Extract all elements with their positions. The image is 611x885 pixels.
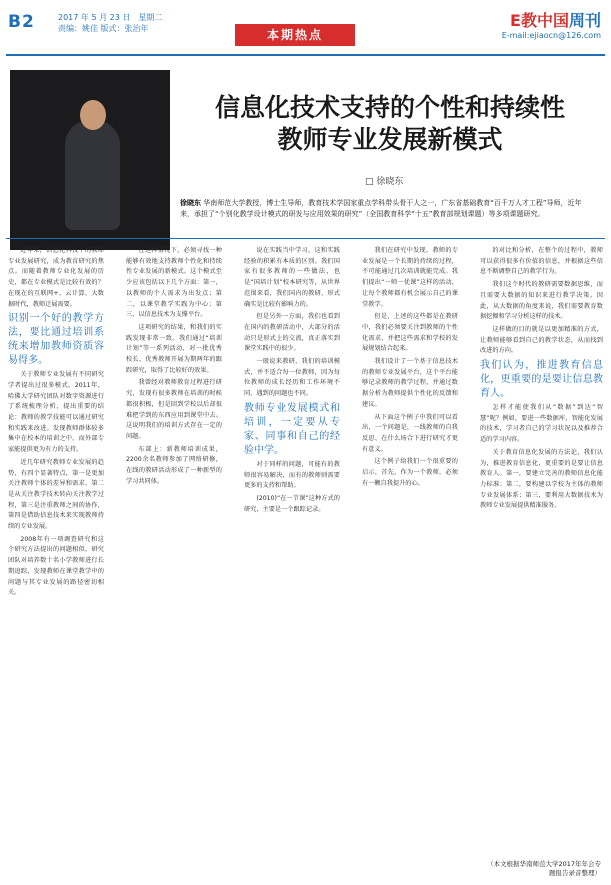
paragraph: 一般说来教研，我们的培训模式，并不适合每一位教师，因为每位教师的成长经历和工作环境不同，遇到的问题也不同。 [244,358,340,398]
paragraph: 近年来，信息化科技下的教师专业发展研究，成为教育研究的焦点。而随着教师专业化发展的历史，都在专业模式是比较有效的？在现在的互联网+、云计算、大数据时代，教师迁展需要。 [8,247,104,308]
speaker-figure [65,120,120,230]
title-line-1: 信息化技术支持的个性和持续性 [214,93,565,122]
paragraph: 2008年有一项调查研究和这个研究方法提出的问题相似，研究团队对培养数十名小学教师进行长期追踪，发现教师在课堂教学中的问题与其专业发展的路径密切相关。 [8,535,104,597]
author-bio [180,198,595,220]
paragraph: 近几年研究教师专业发展的趋势，有四个显著特点，第一是更加关注教师个体的差异和需求，第二是从关注教学技术转向关注教学过程，第三是注重教师之间的协作，第四是借助信息技术来实现教师持续的专业发展。 [8,458,104,531]
pull-quote-2: 教师专业发展模式和培训，一定要从专家、同事和自己的经验中学。 [244,402,340,456]
paragraph: 但是，上述的这些都是在教研中，我们必须要关注到教师的个性化需求，并把这些需求和学校的发展规划结合起来。 [362,313,458,353]
publication-logo [502,8,601,40]
issue-meta [58,12,162,34]
article-title [185,92,595,156]
paragraph: 这个例子给我们一个很重要的启示，首先，作为一个教师，必须有一颗自我提升的心。 [362,458,458,487]
pull-quote-1: 识别一个好的教学方法，要比通过培训系统来增加教师资质容易得多。 [8,313,104,367]
bio-text: 华南师范大学教授，博士生导师，教育技术学国家重点学科带头骨干人之一，广东省基础教育“百千万人才工程”导师，近年来，承担了“个别化教学设计模式的研发与应用效果的研究”（全国教育科学“十五”教育部规划课题）等多项课题研究。 [180,199,582,218]
paragraph: 我们设计了一个基于信息技术的教师专业发展平台，这个平台能够记录教师的教学过程，并通过数据分析为教师提供个性化的反馈和建议。 [362,358,458,408]
paragraph: (2010)“在一节课”这种方式的研究，主要是一个跟踪记录。 [244,494,340,513]
paragraph: 但是另外一方面，我们也看到在国内的教研活动中，大部分的活动只是形式上的交流，真正落实到课堂实践中的很少。 [244,313,340,353]
header-rule [6,54,605,56]
page-header [0,0,611,62]
pull-quote-3: 我们认为，推进教育信息化，更重要的是要让信息教育人。 [480,360,603,400]
paragraph: 我曾经对教师教育过程进行研究，发现有很多教师在培训的时候都很积极，但是回到学校以后却很难把学到的东西应用到课堂中去。这说明我们的培训方式存在一定的问题。 [126,379,222,440]
section-banner: 本期热点 [235,24,355,46]
logo-name: E教中国 [510,11,569,30]
editor-credits: 责编：姚佳 版式：张治年 [58,24,149,33]
paragraph: 这项研究的结果，和我们的实践发现非常一致。我们通过“培训计划”等一系列活动，对一批优秀校长、优秀教师开展为期两年的跟踪研究，取得了比较好的效果。 [126,323,222,374]
issue-date: 2017 年 5 月 23 日 星期二 [58,13,163,22]
paragraph: 在这种情况下，必须寻找一种能够有效地支持教师个性化和持续性专业发展的新模式。这个模式至少应该包括以下几个方面：第一，以教师的个人需求为出发点；第二，以课堂教学实践为中心；第三，以信息技术为支撑平台。 [126,247,222,319]
paragraph: 说在实践当中学习，这和实践经验的积累有本质的区别。我们国家有很多教师的一些做法，也是“国培计划”校本研究等，从世界范围来看，我们国内的教研、形式确实是比较有影响力的。 [244,247,340,308]
paragraph: 对于同样的问题，可能有的教师很容易解决，而有的教师则需要更多的支持和帮助。 [244,460,340,490]
text-column-5 [480,246,603,856]
bio-author-name: 徐晓东 [180,199,201,207]
paragraph: 从下面这个例子中我们可以看出，一个问题是，一线教师的自我反思、在什么场合下进行研究才更有意义。 [362,413,458,453]
paragraph: 我们这个时代的教研需要数据思维，而且需要大数据的知识来进行教学决策。因此，从大数据的角度来说，我们需要教育数据挖掘和学习分析这样的技术。 [480,281,603,321]
text-column-2 [126,246,222,871]
author-photo [10,70,170,250]
text-column-3 [244,246,340,871]
paragraph: 我们在研究中发现，教师的专业发展是一个长期的持续的过程，不可能通过几次培训就能完成。我们提出“一师一优课”这样的活动，让每个教师都有机会展示自己的课堂教学。 [362,247,458,308]
paragraph: 东部上：新教师培训成果，2200余名教师参加了网络研修，在线的教研活动形成了一种新型的学习共同体。 [126,445,222,485]
paragraph: 这样做的目的就是以更加精准的方式，让教师能够看到自己的教学状态，从而找到改进的方向。 [480,325,603,355]
paragraph: 的对比和分析，在整个的过程中，教师可以获得很多有价值的信息，并根据这些信息不断调整自己的教学行为。 [480,247,603,276]
paragraph: 关于教师专业发展有不同研究学者提出过很多模式。2011年，哈佛大学研究团队对数字资源进行了系统梳理分析，提出重要的结论：教师的教学技能可以通过研究和实践来改进。发现教师群体较多集中在校本的培训之中，而外部专家能提供更为有力的支持。 [8,371,104,454]
page-number: B2 [8,12,35,32]
section-divider [6,238,605,239]
title-line-2: 教师专业发展新模式 [277,125,503,154]
source-note: （本文根据华南师范大学2017年年会专题报告录音整理） [486,860,601,877]
paragraph: 关于教育信息化发展的方法论，我们认为，推进教育信息化，更重要的是要让信息教育人。第一，要建立完善的教师信息化能力标准；第二，要构建以学校为主体的教师专业发展体系；第三，要利用大数据技术为教师专业发展提供精准服务。 [480,448,603,510]
speaker-head [80,100,106,130]
author-byline: □ 徐晓东 [365,177,404,187]
paragraph: 怎样才能使我们从“数据”到达“智慧”呢？例如，要进一些数据库，智能化发展的技术，学习者自己的学习状况以及推荐合适的学习内容。 [480,404,603,444]
logo-text [502,8,601,31]
text-column-4 [362,246,458,871]
contact-email: E-mail:ejiaocn@126.com [501,31,601,40]
text-column-1 [8,246,104,871]
logo-suffix: 周刊 [568,11,601,30]
